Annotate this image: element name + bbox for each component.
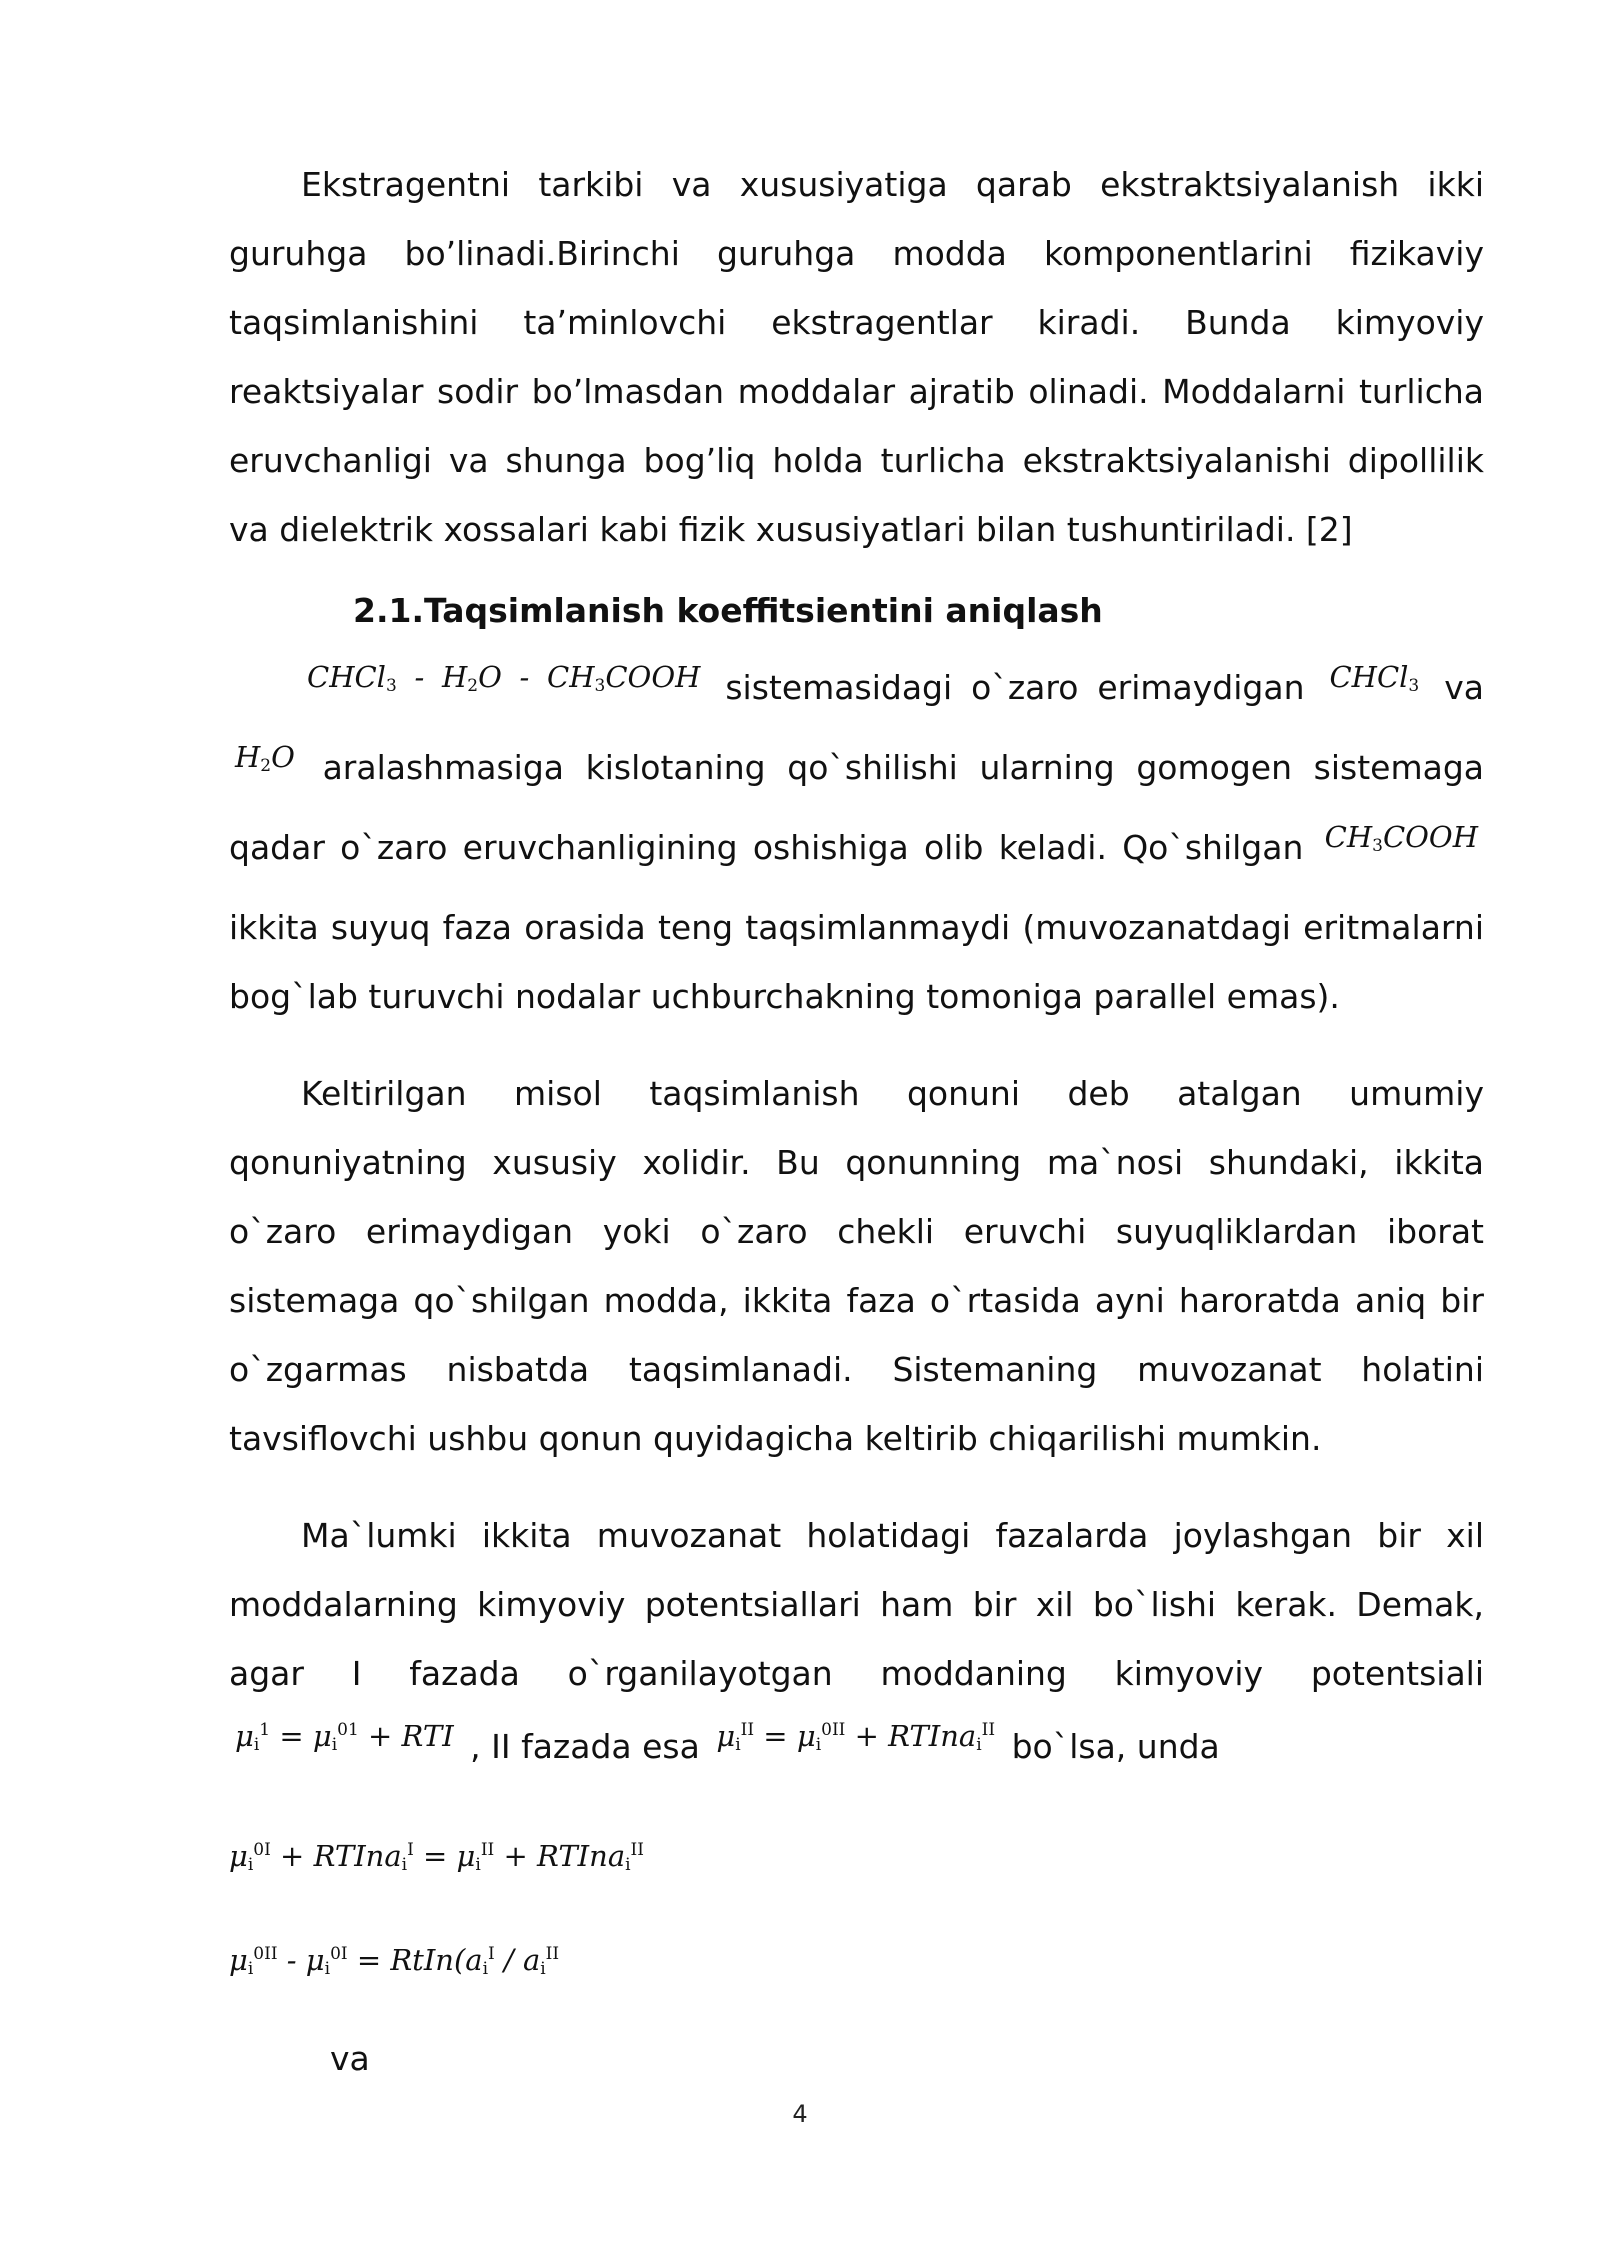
- paragraph-chemical-potential: [229, 1501, 1484, 1792]
- conjunction-va: va: [330, 2039, 370, 2078]
- paragraph-extragent-groups: Ekstragentni tarkibi va xususiyatiga qarab ekstraktsiyalanish ikki guruhga bo’linadi.Birinchi guruhga modda komponentlarini fizikaviy taqsimlanishini ta’minlovchi ekstragentlar kiradi. Bunda kimyoviy reaktsiyalar sodir bo’lmasdan moddalar ajratib olinadi. Moddalarni turlicha eruvchanligi va shunga bog’liq holda turlicha ekstraktsiyalanishi dipollilik va dielektrik xossalari kabi fizik xususiyatlari bilan tushuntiriladi. [2]: [229, 165, 1484, 549]
- formula-h2o: $H_2O$: [235, 740, 295, 776]
- paragraph-distribution-law: Keltirilgan misol taqsimlanish qonuni deb atalgan umumiy qonuniyatning xususiy xolidir. Bu qonunning ma`nosi shundaki, ikkita o`zaro erimaydigan yoki o`zaro chekli eruvchi suyuqliklardan iborat sistemaga qo`shilgan modda, ikkita faza o`rtasida ayni haroratda aniq bir o`zgarmas nisbatda taqsimlanadi. Sistemaning muvozanat holatini tavsiflovchi ushbu qonun quyidagicha keltirib chiqarilishi mumkin.: [229, 1074, 1484, 1458]
- formula-ch3cooh: $CH_3COOH$: [1324, 820, 1478, 856]
- formula-chcl3: CHCl$_3$: [1329, 660, 1420, 696]
- page-content: [229, 150, 1484, 2093]
- para2-text-3: aralashmasiga kislotaning qo`shilishi ularning gomogen sistemaga qadar o`zaro eruvchanligining oshishiga olib keladi. Qo`shilgan: [229, 748, 1484, 867]
- section-heading: 2.1.Taqsimlanish koeffitsientini aniqlash: [353, 591, 1103, 630]
- formula-mu-phase-1: $\mu_i^1 = \mu_i^{01}$ + RTI: [235, 1719, 454, 1755]
- paragraph-chcl3-system: [229, 653, 1484, 1031]
- formula-mu-phase-2: $\mu_i^{II} = \mu_i^{0II}$ + RTIna$_i^{II}$: [716, 1719, 996, 1755]
- equation-potential-difference: $\mu_i^{0II} - \mu_i^{0I}$ = $RtIn(a_i^I / a_i^{II}$: [229, 1943, 560, 1979]
- para4-text-1: Ma`lumki ikkita muvozanat holatidagi fazalarda joylashgan bir xil moddalarning kimyoviy potentsiallari ham bir xil bo`lishi kerak. Demak, agar I fazada o`rganilayotgan moddaning kimyoviy potentsiali: [229, 1516, 1484, 1693]
- para2-text-4: ikkita suyuq faza orasida teng taqsimlanmaydi (muvozanatdagi eritmalarni bog`lab turuvchi nodalar uchburchakning tomoniga parallel emas).: [229, 908, 1484, 1016]
- para2-text-2: va: [1444, 668, 1484, 707]
- para4-text-3: bo`lsa, unda: [1011, 1727, 1220, 1766]
- equation-potential-equality: $\mu_i^{0I}$ + RTIna$_i^I$ = $\mu_i^{II}$ + RTIna$_i^{II}$: [229, 1839, 644, 1875]
- formula-chcl3-h2o-ch3cooh: CHCl$_3$ - $H_2O$ - $CH_3COOH$: [307, 660, 701, 696]
- para4-text-2: , II fazada esa: [470, 1727, 700, 1766]
- page-number: 4: [792, 2100, 808, 2128]
- para2-text-1: sistemasidagi o`zaro erimaydigan: [725, 668, 1305, 707]
